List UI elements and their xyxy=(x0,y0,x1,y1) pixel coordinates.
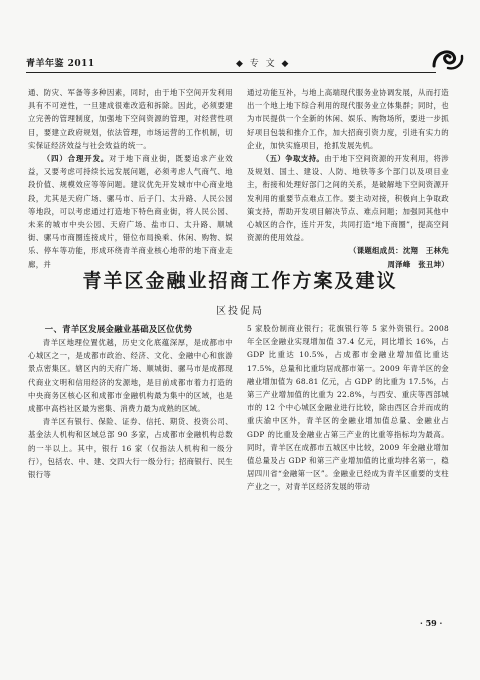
paragraph-seek-support xyxy=(247,152,449,244)
research-group-members: （课题组成员：沈翔 王林先 xyxy=(349,246,449,256)
top-right-column xyxy=(247,86,449,271)
paragraph-body: 由于地下空间资源的开发利用，将涉及规划、国土、建设、人防、地铁等多个部门以及项目业主，衔接和处理好部门之间的关系，是破解地下空间资源开发利用的重要节点难点工作。要主动对接，积极向上争取政策支持，帮助开发项目解决节点、难点问题；加强同其他中心城区的合作，连片开发，共同打造“地下商圈”，提高空间资源的使用效益。 xyxy=(247,154,449,243)
article-title: 青羊区金融业招商工作方案及建议 xyxy=(82,270,398,292)
paragraph-body: 对于地下商业街，既要追求产业效益，又要考虑可持续长远发展问题，必须考虑人气商气、地段价值、规模效应等等问题。建议优先开发城市中心商业地段，尤其是天府广场、骡马市、后子门、太升路、人民公园等地段，可以考虑通过打造地下特色商业街，将人民公园、未来的城市中央公园、天府广场、盐市口、太升路、顺城街、骡马市商圈连接成片，错位布局换乘、休闲、购物、娱乐、停车等功能，形成环绕青羊商业核心地带的地下商业走廊，并 xyxy=(28,154,233,269)
top-left-column xyxy=(28,86,233,271)
paragraph: 青羊区地理位置优越，历史文化底蕴深厚，是成都市中心城区之一，是成都市政治、经济、文化、金融中心和旅游景点密集区。辖区内的天府广场、顺城街、骡马市是成都现代商业文明和信用经济的发源地，是目前成都市着力打造的中央商务区核心区和成都市金融机构最为集中的区域，也是成都中高档社区最为密集、消费力最为成熟的区域。 xyxy=(28,338,233,414)
article-author: 区投促局 xyxy=(216,306,264,317)
subheading: （五）争取支持。 xyxy=(261,154,325,164)
journal-name: 青羊年鉴 2011 xyxy=(26,59,95,69)
section-heading: 一、青羊区发展金融业基础及区位优势 xyxy=(44,324,193,334)
running-header xyxy=(26,56,436,73)
research-group-members-cont: 周泽峰 张丑坤） xyxy=(387,259,449,269)
subheading: （四）合理开发。 xyxy=(42,154,110,164)
paragraph-reasonable-development xyxy=(28,152,233,271)
bottom-left-column xyxy=(28,322,233,481)
paragraph: 通过功能互补，与地上高端现代服务业协调发展，从而打造出一个地上地下综合利用的现代服务业立体集群；同时，也为市民提供一个全新的休闲、娱乐、购物场所，要进一步抓好项目包装和推介工作，加大招商引资力度，引进有实力的企业，加快实施项目，抢抓发展先机。 xyxy=(247,88,449,150)
section-label: ◆ 专 文 ◆ xyxy=(236,59,291,69)
page-number: · 59 · xyxy=(420,618,443,628)
paragraph: 通、防灾、军备等多种因素，同时，由于地下空间开发利用具有不可逆性，一旦建成很难改造和拆除。因此，必须要建立完善的管理制度，加强地下空间资源的管理，对经营性项目，要建立政府规划，依法管理，市场运营的工作机制，切实保证经济效益与社会效益的统一。 xyxy=(28,88,233,150)
swirl-logo-icon xyxy=(430,44,466,74)
paragraph: 5 家股份制商业银行；花旗银行等 5 家外资银行。2008 年全区金融业实现增加值 37.4 亿元，同比增长 16%，占 GDP 比重达 10.5%，占成都市金融业增加值比重达 17.5%，总量和比重均居成都市第一。2009 年青羊区的金融业增加值为 68.81 亿元，占 GDP 的比重为 17.5%，占第三产业增加值的比重为 22.8%，与西安、重庆等西部城市的 12 个中心城区金融业进行比较，除由西区合并而成的重庆渝中区外，青羊区的金融业增加值总量、金融业占 GDP 的比重及金融业占第三产业的比重等指标均为最高。同时，青羊区在成都市五城区中比较，2009 年金融业增加值总量及占 GDP 和第三产业增加值的比重均排名第一，稳居四川省“金融第一区”。金融业已经成为青羊区重要的支柱产业之一，对青羊区经济发展的带动 xyxy=(247,324,449,492)
paragraph: 青羊区有银行、保险、证券、信托、期货、投资公司、基金法人机构和区域总部 90 多家，占成都市金融机构总数的一半以上。其中，银行 16 家（仅指法人机构和一级分行），包括农、中、建、交四大行一级分行；招商银行、民生银行等 xyxy=(28,417,233,480)
bottom-right-column xyxy=(247,322,449,494)
